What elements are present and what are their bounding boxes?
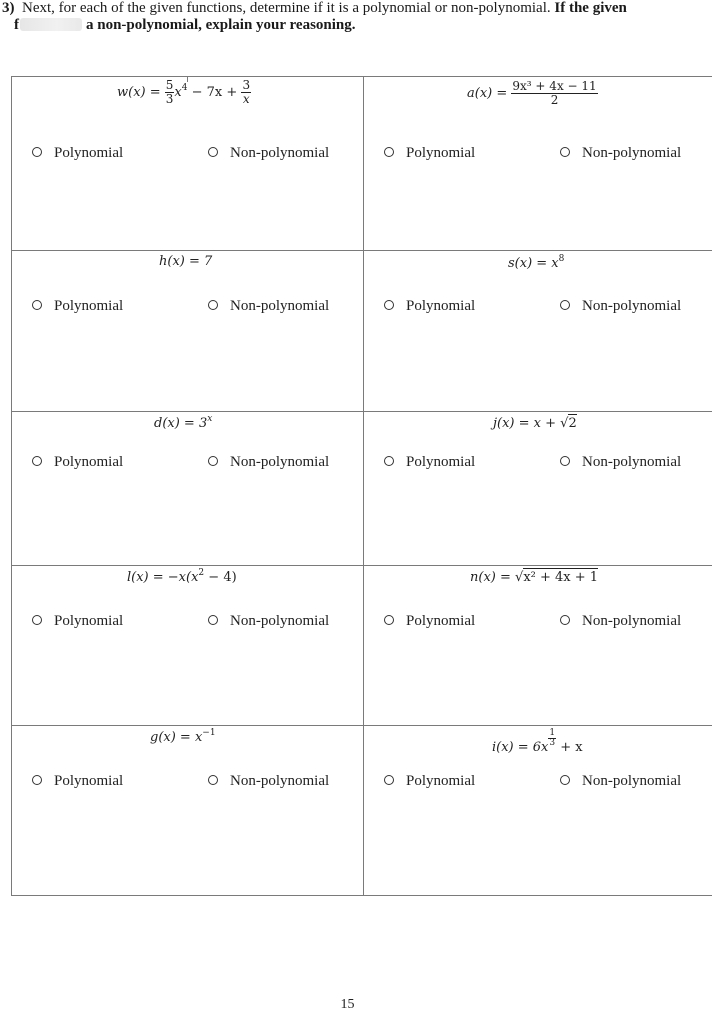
instruction-line2-rest: a non-polynomial, explain your reasoning.: [86, 17, 356, 33]
option-non-polynomial[interactable]: Non-polynomial: [560, 145, 681, 162]
radio-circle-icon[interactable]: [384, 147, 394, 157]
problem-number: 3): [2, 0, 15, 16]
option-polynomial[interactable]: Polynomial: [384, 145, 475, 162]
option-polynomial[interactable]: Polynomial: [32, 613, 123, 630]
radio-circle-icon[interactable]: [32, 456, 42, 466]
radio-circle-icon[interactable]: [560, 147, 570, 157]
radio-circle-icon[interactable]: [560, 300, 570, 310]
row-divider: [12, 725, 712, 726]
option-non-polynomial[interactable]: Non-polynomial: [560, 773, 681, 790]
radio-circle-icon[interactable]: [32, 147, 42, 157]
page-number: 15: [340, 997, 355, 1012]
instruction-bold: If the given: [554, 0, 627, 16]
row-divider: [12, 250, 712, 251]
radio-circle-icon[interactable]: [32, 615, 42, 625]
option-non-polynomial[interactable]: Non-polynomial: [560, 454, 681, 471]
option-non-polynomial[interactable]: Non-polynomial: [208, 454, 329, 471]
option-polynomial[interactable]: Polynomial: [32, 298, 123, 315]
radio-circle-icon[interactable]: [208, 456, 218, 466]
row-divider: [12, 411, 712, 412]
row-divider: [12, 565, 712, 566]
radio-circle-icon[interactable]: [560, 775, 570, 785]
instruction-text: Next, for each of the given functions, determine if it is a polynomial or non-polynomial.: [22, 0, 551, 16]
radio-circle-icon[interactable]: [208, 300, 218, 310]
function-w: w(x) = $\frac{5}{3}$ $x^4 - 7x$ + $\frac{3}{x}$: [117, 78, 251, 106]
obscured-text: [20, 18, 82, 31]
function-d: $d(x) = 3^x$: [154, 414, 213, 431]
radio-circle-icon[interactable]: [384, 456, 394, 466]
function-table: [11, 76, 712, 896]
option-polynomial[interactable]: Polynomial: [32, 454, 123, 471]
option-polynomial[interactable]: Polynomial: [384, 613, 475, 630]
radio-circle-icon[interactable]: [384, 615, 394, 625]
radio-circle-icon[interactable]: [560, 456, 570, 466]
radio-circle-icon[interactable]: [560, 615, 570, 625]
radio-circle-icon[interactable]: [384, 775, 394, 785]
function-a: a(x) = $\frac{\text{9x³ + 4x − 11}}{2}$: [467, 79, 597, 107]
function-h: h(x) = 7: [159, 254, 213, 269]
column-divider: [363, 77, 364, 895]
function-s: $s(x) = x^8$: [508, 254, 565, 271]
function-l: $l(x) = -x(x^2 - 4)$: [127, 568, 237, 585]
option-non-polynomial[interactable]: Non-polynomial: [208, 298, 329, 315]
option-polynomial[interactable]: Polynomial: [384, 773, 475, 790]
function-i: i(x) = 6x $\frac{1}{3}$ + x: [492, 728, 583, 755]
option-non-polynomial[interactable]: Non-polynomial: [208, 145, 329, 162]
radio-circle-icon[interactable]: [208, 615, 218, 625]
instruction-line-2: [14, 16, 356, 35]
option-polynomial[interactable]: Polynomial: [32, 773, 123, 790]
option-non-polynomial[interactable]: Non-polynomial: [208, 773, 329, 790]
option-non-polynomial[interactable]: Non-polynomial: [208, 613, 329, 630]
function-g: $g(x) = x^{-1}$: [150, 728, 216, 745]
radio-circle-icon[interactable]: [384, 300, 394, 310]
function-n: n(x) = √x² + 4x + 1: [470, 570, 599, 585]
radio-circle-icon[interactable]: [208, 147, 218, 157]
option-polynomial[interactable]: Polynomial: [32, 145, 123, 162]
radio-circle-icon[interactable]: [32, 775, 42, 785]
option-polynomial[interactable]: Polynomial: [384, 298, 475, 315]
instruction-line2-start: f: [14, 17, 19, 33]
option-polynomial[interactable]: Polynomial: [384, 454, 475, 471]
function-j: j(x) = x + √2: [493, 416, 577, 431]
option-non-polynomial[interactable]: Non-polynomial: [560, 613, 681, 630]
radio-circle-icon[interactable]: [32, 300, 42, 310]
radio-circle-icon[interactable]: [208, 775, 218, 785]
option-non-polynomial[interactable]: Non-polynomial: [560, 298, 681, 315]
